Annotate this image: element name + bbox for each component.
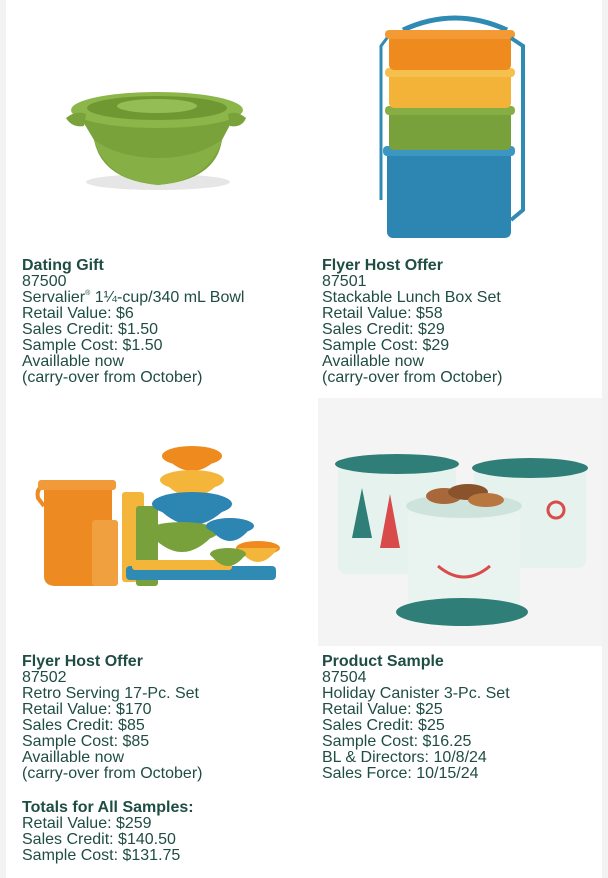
product-name: Servalier® 1¼-cup/340 mL Bowl — [22, 289, 245, 306]
retail-value: Retail Value: $170 — [22, 701, 152, 718]
availability: Availlable now — [22, 353, 124, 370]
product-info-87501 — [322, 258, 502, 386]
product-image-bowl — [46, 40, 266, 220]
sample-cost: Sample Cost: $1.50 — [22, 337, 163, 354]
product-image-holiday-canister-set — [318, 398, 602, 646]
product-name: Stackable Lunch Box Set — [322, 289, 501, 306]
totals-header: Totals for All Samples: — [22, 799, 194, 816]
sales-credit: Sales Credit: $85 — [22, 717, 145, 734]
product-code: 87502 — [22, 669, 67, 686]
availability-note: (carry-over from October) — [22, 369, 203, 386]
product-header: Dating Gift — [22, 257, 104, 274]
availability-note: (carry-over from October) — [22, 765, 203, 782]
product-info-87504 — [322, 654, 510, 782]
registered-mark: ® — [85, 290, 91, 297]
product-name: Retro Serving 17-Pc. Set — [22, 685, 199, 702]
totals-sample-cost: Sample Cost: $131.75 — [22, 847, 181, 864]
product-code: 87501 — [322, 273, 367, 290]
retail-value: Retail Value: $6 — [22, 305, 134, 322]
product-header: Flyer Host Offer — [322, 257, 443, 274]
totals-section — [22, 800, 194, 864]
availability: Availlable now — [322, 353, 424, 370]
sample-cost: Sample Cost: $85 — [22, 733, 150, 750]
product-code: 87504 — [322, 669, 367, 686]
sales-credit: Sales Credit: $25 — [322, 717, 445, 734]
product-name: Holiday Canister 3-Pc. Set — [322, 685, 510, 702]
flyer-page — [6, 0, 602, 878]
product-header: Flyer Host Offer — [22, 653, 143, 670]
product-code: 87500 — [22, 273, 67, 290]
product-image-retro-serving-set — [32, 436, 292, 606]
sales-credit: Sales Credit: $1.50 — [22, 321, 159, 338]
bl-directors-date: BL & Directors: 10/8/24 — [322, 749, 487, 766]
product-info-87500 — [22, 258, 244, 386]
availability-note: (carry-over from October) — [322, 369, 503, 386]
totals-retail-value: Retail Value: $259 — [22, 815, 152, 832]
sales-credit: Sales Credit: $29 — [322, 321, 445, 338]
product-info-87502 — [22, 654, 202, 782]
availability: Availlable now — [22, 749, 124, 766]
sample-cost: Sample Cost: $16.25 — [322, 733, 472, 750]
totals-sales-credit: Sales Credit: $140.50 — [22, 831, 176, 848]
sample-cost: Sample Cost: $29 — [322, 337, 450, 354]
product-image-lunch-box-set — [375, 10, 535, 250]
retail-value: Retail Value: $58 — [322, 305, 443, 322]
retail-value: Retail Value: $25 — [322, 701, 443, 718]
sales-force-date: Sales Force: 10/15/24 — [322, 765, 479, 782]
product-header: Product Sample — [322, 653, 444, 670]
